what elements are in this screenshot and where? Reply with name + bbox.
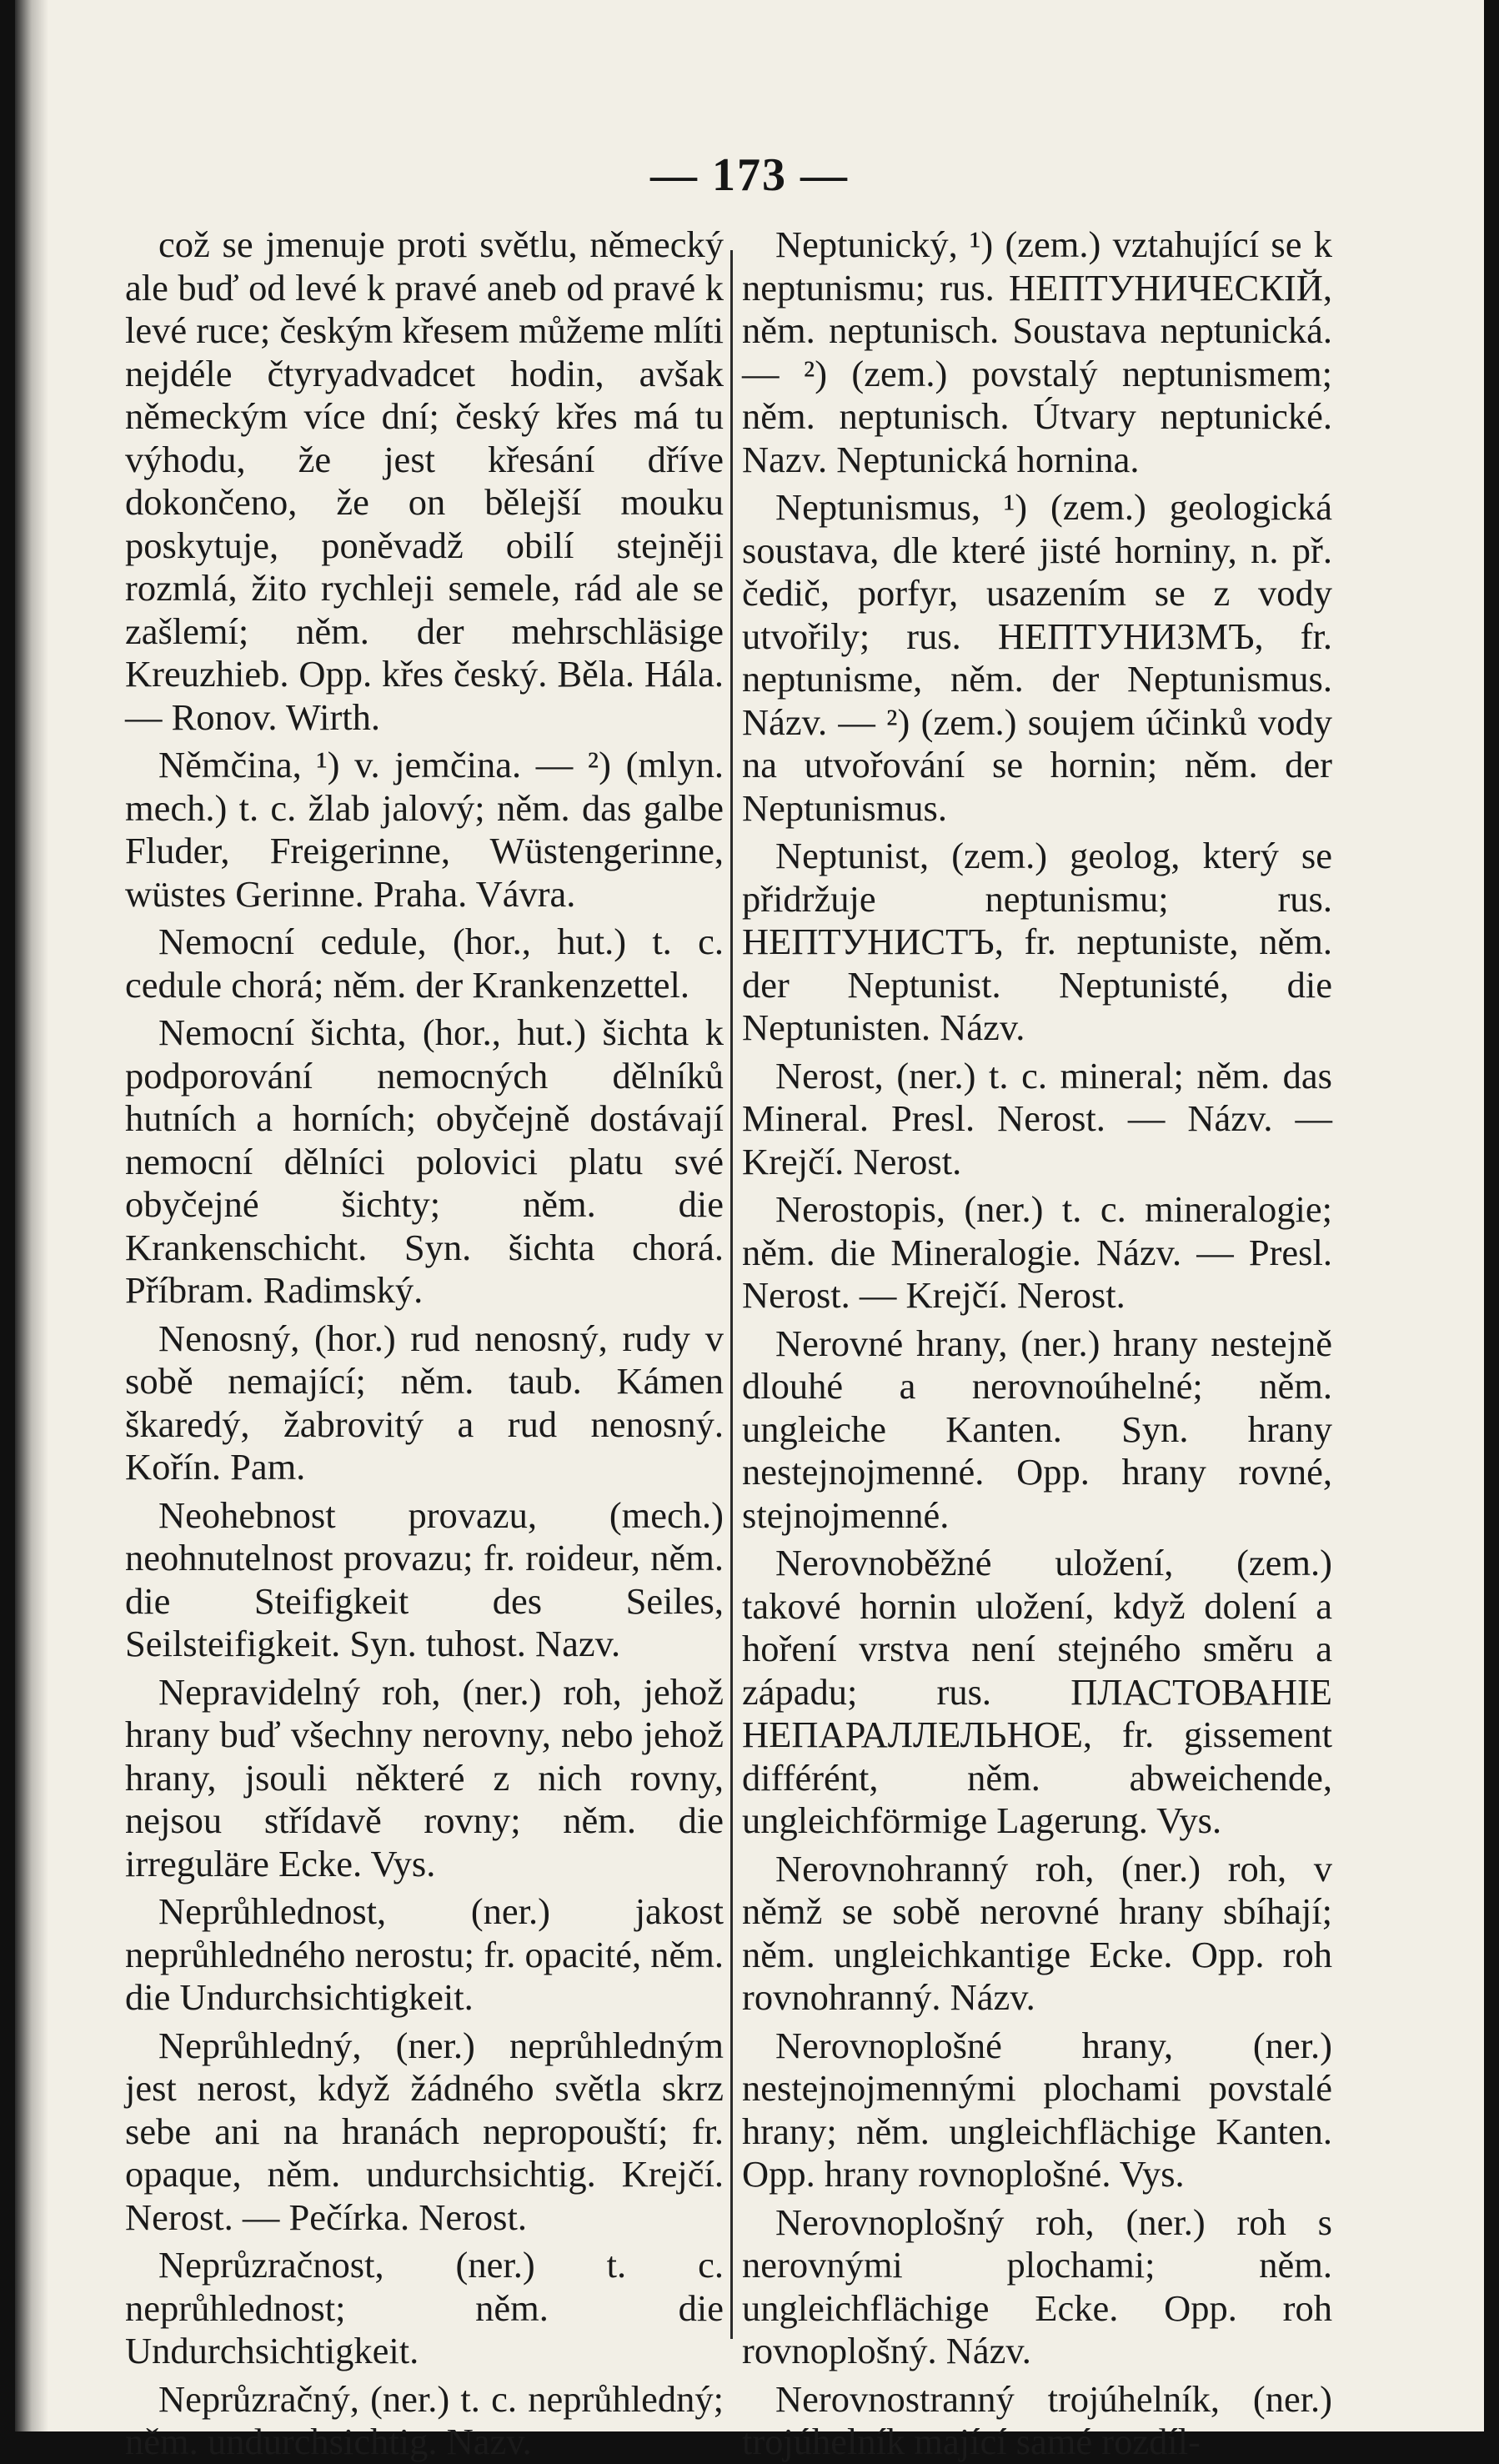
entry-right-2: Neptunist, (zem.) geolog, který se přidržuje neptunismu; rus. НЕПТУНИСТЪ, fr. neptuniste, něm. der Neptunist. Neptunisté, die Neptunisten. Názv.	[742, 835, 1332, 1048]
dictionary-page	[15, 0, 1484, 2462]
entry-right-6: Nerovnoběžné uložení, (zem.) takové hornin uložení, když dolení a hoření vrstva není stejného směru a západu; rus. ПЛАСТОВАНІЕ НЕПАРАЛЛЕЛЬНОЕ, fr. gissement différént, něm. abweichende, ungleichförmige Lagerung. Vys.	[742, 1542, 1332, 1841]
entry-right-0: Neptunický, ¹) (zem.) vztahující se k neptunismu; rus. НЕПТУНИЧЕСКІЙ, něm. neptunisch. Soustava neptunická. — ²) (zem.) povstalý neptunismem; něm. neptunisch. Útvary neptunické. Nazv. Neptunická hornina.	[742, 223, 1332, 480]
page-number: — 173 —	[650, 149, 849, 201]
entry-right-5: Nerovné hrany, (ner.) hrany nestejně dlouhé a nerovnoúhelné; něm. ungleiche Kanten. Syn. hrany nestejnojmenné. Opp. hrany rovné, stejnojmenné.	[742, 1322, 1332, 1536]
entry-left-1: Němčina, ¹) v. jemčina. — ²) (mlyn. mech.) t. c. žlab jalový; něm. das galbe Fluder, Freigerinne, Wüstengerinne, wüstes Gerinne. Praha. Vávra.	[125, 744, 724, 915]
entry-left-4: Nenosný, (hor.) rud nenosný, rudy v sobě nemající; něm. taub. Kámen škaredý, žabrovitý a rud nenosný. Kořín. Pam.	[125, 1317, 724, 1488]
right-column	[742, 223, 1332, 2462]
column-divider	[730, 250, 733, 2339]
left-column	[125, 223, 724, 2462]
entry-right-9: Nerovnoplošný roh, (ner.) roh s nerovnými plochami; něm. ungleichflächige Ecke. Opp. roh rovnoplošný. Názv.	[742, 2201, 1332, 2371]
entry-right-4: Nerostopis, (ner.) t. c. mineralogie; něm. die Mineralogie. Názv. — Presl. Nerost. — Krejčí. Nerost.	[742, 1188, 1332, 1316]
entry-left-6: Nepravidelný roh, (ner.) roh, jehož hrany buď všechny nerovny, nebo jehož hrany, jsouli některé z nich rovny, nejsou střídavě rovny; něm. die irreguläre Ecke. Vys.	[125, 1670, 724, 1884]
entry-left-3: Nemocní šichta, (hor., hut.) šichta k podporování nemocných dělníků hutních a horních; obyčejně dostávají nemocní dělníci polovici platu své obyčejné šichty; něm. die Krankenschicht. Syn. šichta chorá. Příbram. Radimský.	[125, 1011, 724, 1311]
entry-right-3: Nerost, (ner.) t. c. mineral; něm. das Mineral. Presl. Nerost. — Názv. — Krejčí. Nerost.	[742, 1054, 1332, 1182]
entry-left-7: Neprůhlednost, (ner.) jakost neprůhledného nerostu; fr. opacité, něm. die Undurchsichtigkeit.	[125, 1890, 724, 2018]
entry-right-1: Neptunismus, ¹) (zem.) geologická soustava, dle které jisté horniny, n. př. čedič, porfyr, usazením se z vody utvořily; rus. НЕПТУНИЗМЪ, fr. neptunisme, něm. der Neptunismus. Názv. — ²) (zem.) soujem účinků vody na utvořování se hornin; něm. der Neptunismus.	[742, 486, 1332, 829]
entry-left-10: Neprůzračný, (ner.) t. c. neprůhledný; něm. undurchsichtig. Nazv.	[125, 2377, 724, 2462]
entry-right-7: Nerovnohranný roh, (ner.) roh, v němž se sobě nerovné hrany sbíhají; něm. ungleichkantige Ecke. Opp. roh rovnohranný. Názv.	[742, 1847, 1332, 2018]
entry-right-10: Nerovnostranný trojúhelník, (ner.) trojúhelník mající samé rozdíl-	[742, 2377, 1332, 2462]
entry-left-8: Neprůhledný, (ner.) neprůhledným jest nerost, když žádného světla skrz sebe ani na hranách nepropouští; fr. opaque, něm. undurchsichtig. Krejčí. Nerost. — Pečírka. Nerost.	[125, 2024, 724, 2238]
binding-shadow	[15, 0, 48, 2431]
entry-right-8: Nerovnoplošné hrany, (ner.) nestejnojmennými plochami povstalé hrany; něm. ungleichflächige Kanten. Opp. hrany rovnoplošné. Vys.	[742, 2024, 1332, 2195]
entry-left-0: což se jmenuje proti světlu, německý ale buď od levé k pravé aneb od pravé k levé ruce; českým křesem můžeme mlíti nejdéle čtyryadvadcet hodin, avšak německým více dní; český křes má tu výhodu, že jest křesání dříve dokončeno, že on bělejší mouku poskytuje, poněvadž obilí stejněji rozmlá, žito rychleji semele, rád ale se zašlemí; něm. der mehrschläsige Kreuzhieb. Opp. křes český. Běla. Hála. — Ronov. Wirth.	[125, 223, 724, 738]
entry-left-5: Neohebnost provazu, (mech.) neohnutelnost provazu; fr. roideur, něm. die Steifigkeit des Seiles, Seilsteifigkeit. Syn. tuhost. Nazv.	[125, 1493, 724, 1664]
entry-left-2: Nemocní cedule, (hor., hut.) t. c. cedule chorá; něm. der Krankenzettel.	[125, 921, 724, 1006]
entry-left-9: Neprůzračnost, (ner.) t. c. neprůhlednost; něm. die Undurchsichtigkeit.	[125, 2244, 724, 2371]
